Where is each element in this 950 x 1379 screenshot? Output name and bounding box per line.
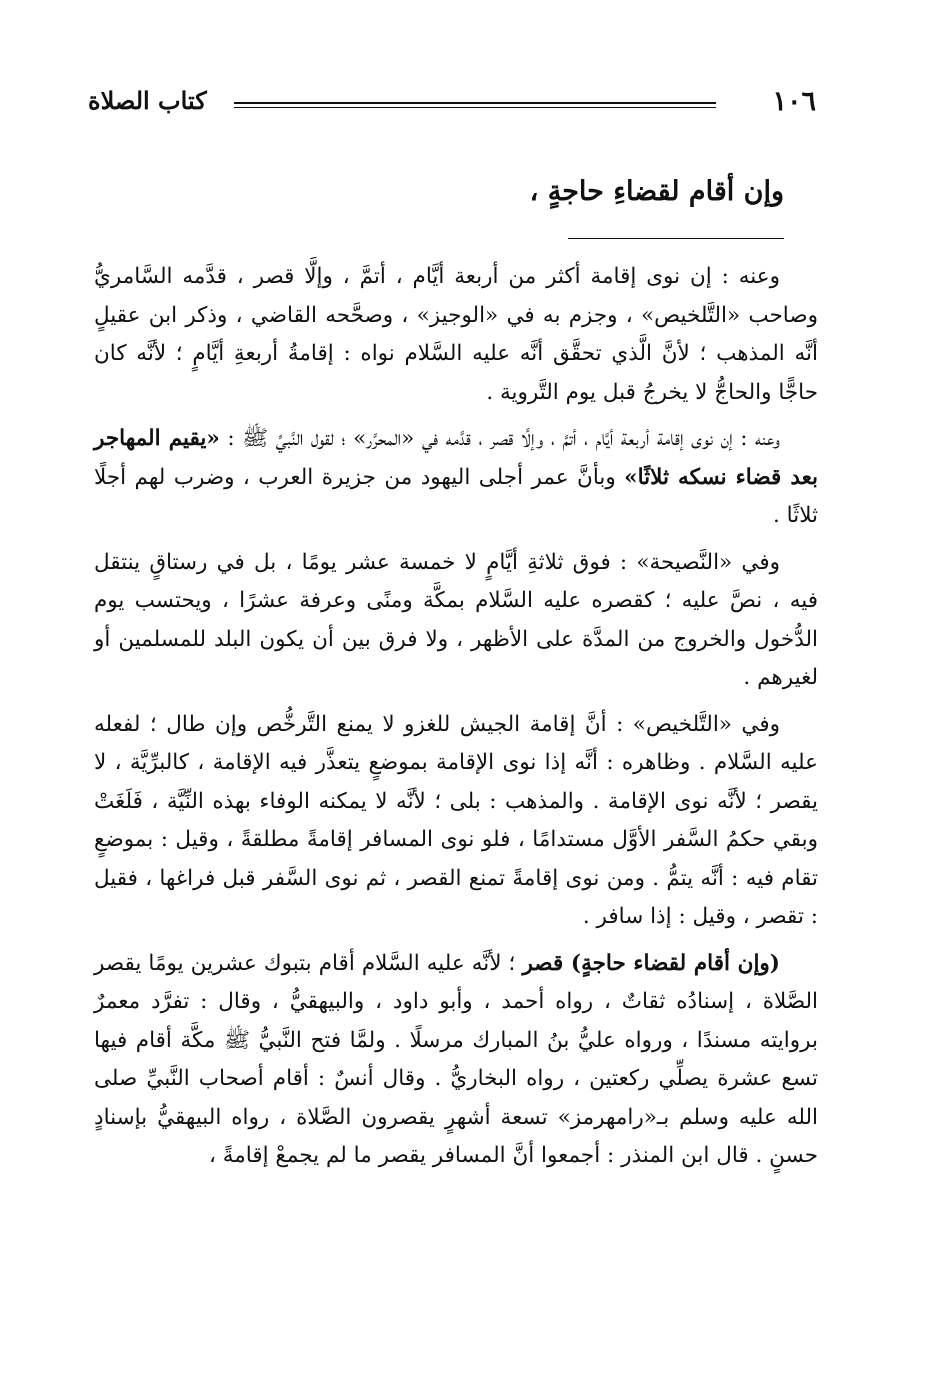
heading-rule [568, 238, 784, 239]
header-rule [234, 102, 716, 108]
matn-heading: وإن أقام لقضاءِ حاجةٍ ، [529, 176, 784, 207]
paragraph-text: وبأنَّ عمر أجلى اليهود من جزيرة العرب ، وضرب لهم أجلًا ثلاثًا . [94, 464, 818, 528]
paragraph: وفي «النَّصيحة» : فوق ثلاثةِ أيَّامٍ لا خمسة عشر يومًا ، بل في رستاقٍ ينتقل فيه ، نصَّ عليه ؛ كقصره عليه السَّلام بمكَّة ومنًى وعرفة عشرًا ، ويحتسب يوم الدُّخول والخروج من المدَّة على الأظهر ، ولا فرق بين أن يكون البلد للمسلمين أو لغيرهم . [94, 549, 818, 690]
hadith-quote: «يقيم المهاجر بعد قضاء نسكه ثلاثًا» [94, 426, 818, 490]
paragraph: وفي «التَّلخيص» : أنَّ إقامة الجيش للغزو لا يمنع التَّرخُّص وإن طال ؛ لفعله عليه السَّلام . وظاهره : أنَّه إذا نوى الإقامة بموضعٍ يتعذَّر فيه الإقامة ، كالبرِّيَّة ، لا يقصر ؛ لأنَّه نوى الإقامة . والمذهب : بلى ؛ لأنَّه لا يمكنه الوفاء بهذه النِّيَّة ، فَلَغَتْ وبقي حكمُ السَّفر الأوَّل مستدامًا ، فلو نوى المسافر إقامةً مطلقةً ، وقيل : بموضعٍ تقام فيه : أنَّه يتمُّ . ومن نوى إقامةً تمنع القصر ، ثم نوى السَّفر قبل فراغها ، فقيل : تقصر ، وقيل : إذا سافر . [94, 711, 818, 929]
paragraph-text: وعنه : إن نوى إقامة أربعة أيَّام ، أتمَّ ، وإلَّا قصر ، قدَّمه في «المحرَّر» ؛ لقول النَّبيِّ ﷺ : [219, 426, 781, 451]
commentary-text [94, 258, 818, 1184]
running-header [88, 86, 816, 126]
matn-quote: (وإن أقام لقضاء حاجةٍ) قصر [522, 950, 780, 976]
paragraph-text: ؛ لأنَّه عليه السَّلام أقام بتبوك عشرين يومًا يقصر الصَّلاة ، إسنادُه ثقاتٌ ، رواه أحمد ، وأبو داود ، والبيهقيُّ ، وقال : تفرَّد معمرٌ بروايته مسندًا ، ورواه عليُّ بنُ المبارك مرسلًا . ولمَّا فتح النَّبيُّ ﷺ مكَّة أقام فيها تسع عشرة يصلِّي ركعتين ، رواه البخاريُّ . وقال أنسٌ : أقام أصحاب النَّبيِّ صلى الله عليه وسلم بـ«رامهرمز» تسعة أشهرٍ يقصرون الصَّلاة ، رواه البيهقيُّ بإسنادٍ حسنٍ . قال ابن المنذر : أجمعوا أنَّ المسافر يقصر ما لم يجمعْ إقامةً ، [94, 950, 818, 1168]
page-number: ١٠٦ [772, 86, 816, 117]
paragraph: وعنه : إن نوى إقامة أكثر من أربعة أيَّام ، أتمَّ ، وإلَّا قصر ، قدَّمه السَّامريُّ وصاحب «التَّلخيص» ، وجزم به في «الوجيز» ، وصحَّحه القاضي ، وذكر ابن عقيلٍ أنَّه المذهب ؛ لأنَّ الَّذي تحقَّق أنَّه عليه السَّلام نواه : إقامةُ أربعةِ أيَّامٍ ؛ لأنَّه كان حاجًّا والحاجُّ لا يخرجُ قبل يوم التَّروية . [94, 264, 818, 405]
paragraph [94, 420, 818, 536]
book-title: كتاب الصلاة [88, 86, 207, 115]
paragraph [94, 945, 818, 1176]
